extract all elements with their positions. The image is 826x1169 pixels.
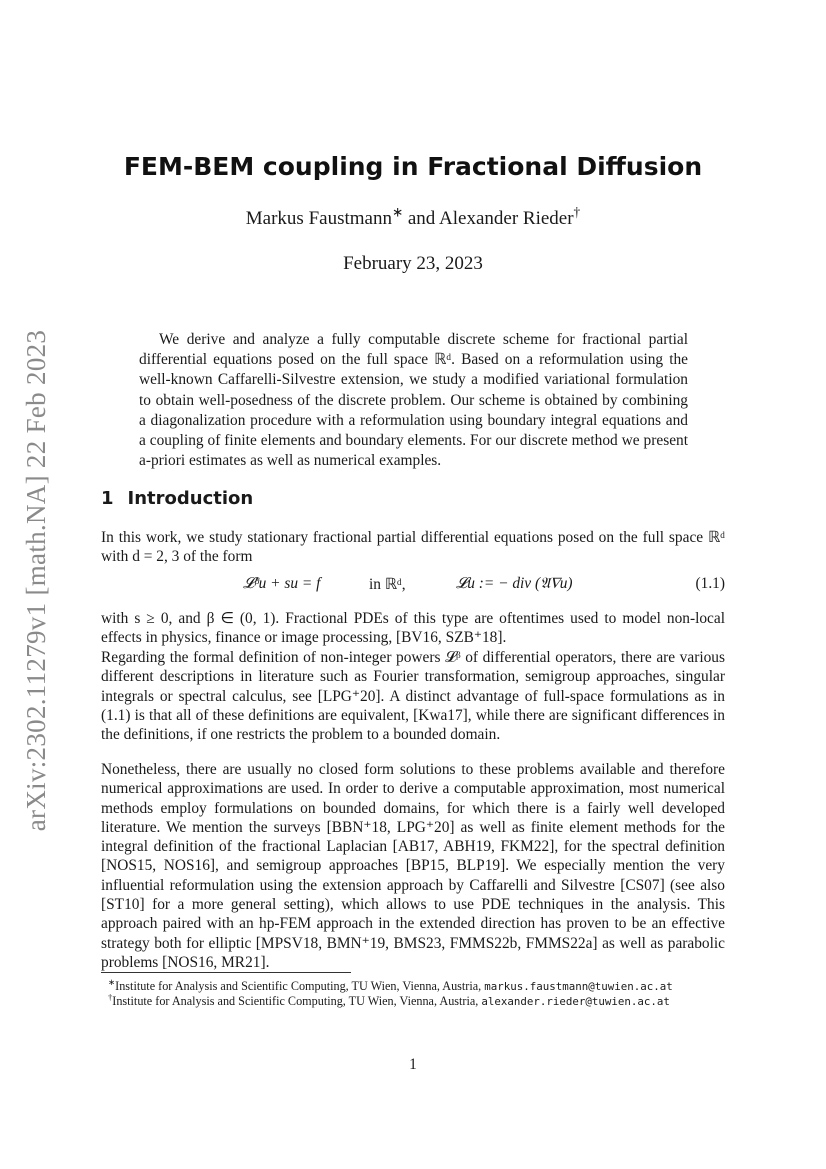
- arxiv-sidebar-stamp: [13, 312, 61, 848]
- equation-number: (1.1): [695, 575, 725, 592]
- paper-date: February 23, 2023: [343, 253, 483, 274]
- footnote-mark: †: [108, 991, 113, 1002]
- arxiv-identifier: arXiv:2302.11279v1 [math.NA] 22 Feb 2023: [21, 329, 52, 831]
- intro-paragraph-4: Nonetheless, there are usually no closed form solutions to these problems available and therefore numerical approximations are used. In order to derive a computable approximation, most numerical methods employ formulations on bounded domains, for which there is a fairly well developed literature. We mention the surveys [BBN⁺18, LPG⁺20] as well as finite element methods for the integral definition of the fractional Laplacian [AB17, ABH19, FKM22], for the spectral definition [NOS15, NOS16], and semigroup approaches [BP15, BLP19]. We especially mention the very influential reformulation using the extension approach by Caffarelli and Silvestre [CS07] (see also [ST10] for a more general setting), which allows to use PDE techniques in the analysis. This approach paired with an hp-FEM approach in the extended direction has proven to be an effective strategy both for elliptic [MPSV18, BMN⁺19, BMS23, FMMS22b, FMMS22a] as well as parabolic problems [NOS16, MR21].: [101, 761, 725, 971]
- equation-domain: in ℝᵈ,: [369, 576, 406, 593]
- author-separator: and: [403, 208, 440, 229]
- footnote-affiliation: Institute for Analysis and Scientific Computing, TU Wien, Vienna, Austria,: [115, 979, 485, 993]
- author-faustmann-footnote-mark: ∗: [391, 204, 404, 220]
- equation-lhs: 𝓛ᵝu + su = f: [243, 575, 321, 592]
- equation-operator-definition: 𝓛u := − div (𝔄∇u): [456, 575, 573, 592]
- author-faustmann: Markus Faustmann: [245, 208, 392, 229]
- footnote-mark: ∗: [108, 976, 116, 987]
- abstract: We derive and analyze a fully computable discrete scheme for fractional partial differential equations posed on the full space ℝᵈ. Based on a reformulation using the well-known Caffarelli-Silvestre extension, we study a modified variational formulation to obtain well-posedness of the discrete problem. Our scheme is obtained by combining a diagonalization procedure with a reformulation using boundary integral equations and a coupling of finite elements and boundary elements. For our discrete method we present a-priori estimates as well as numerical examples.: [139, 331, 688, 470]
- footnote-faustmann: [108, 976, 728, 994]
- section-number: 1: [101, 488, 114, 509]
- footnote-affiliation: Institute for Analysis and Scientific Computing, TU Wien, Vienna, Austria,: [112, 994, 482, 1008]
- paper-title: FEM-BEM coupling in Fractional Diffusion: [123, 152, 703, 181]
- author-rieder: Alexander Rieder: [439, 208, 574, 229]
- footnote-rule: [101, 972, 351, 973]
- author-line: [0, 204, 826, 230]
- intro-paragraph-3: Regarding the formal definition of non-integer powers 𝓛ᵝ of differential operators, there are various different descriptions in literature such as Fourier transformation, semigroup approaches, singular integrals or spectral calculus, see [LPG⁺20]. A distinct advantage of full-space formulations as in (1.1) is that all of these definitions are equivalent, [Kwa17], while there are significant differences in the definitions, if one restricts the problem to a bounded domain.: [101, 649, 725, 744]
- email-link[interactable]: alexander.rieder@tuwien.ac.at: [481, 995, 670, 1008]
- footnote-rieder: [108, 991, 728, 1009]
- intro-paragraph-1: In this work, we study stationary fractional partial differential equations posed on the full space ℝᵈ with d = 2, 3 of the form: [101, 529, 725, 566]
- intro-paragraph-2: with s ≥ 0, and β ∈ (0, 1). Fractional PDEs of this type are oftentimes used to model non-local effects in physics, finance or image processing, [BV16, SZB⁺18].: [101, 610, 725, 647]
- page-number: 1: [409, 1056, 417, 1073]
- author-rieder-footnote-mark: †: [573, 204, 581, 220]
- email-link[interactable]: markus.faustmann@tuwien.ac.at: [484, 980, 673, 993]
- section-title: Introduction: [127, 488, 254, 509]
- section-heading-introduction: [101, 488, 253, 509]
- equation-1-1: [101, 575, 725, 597]
